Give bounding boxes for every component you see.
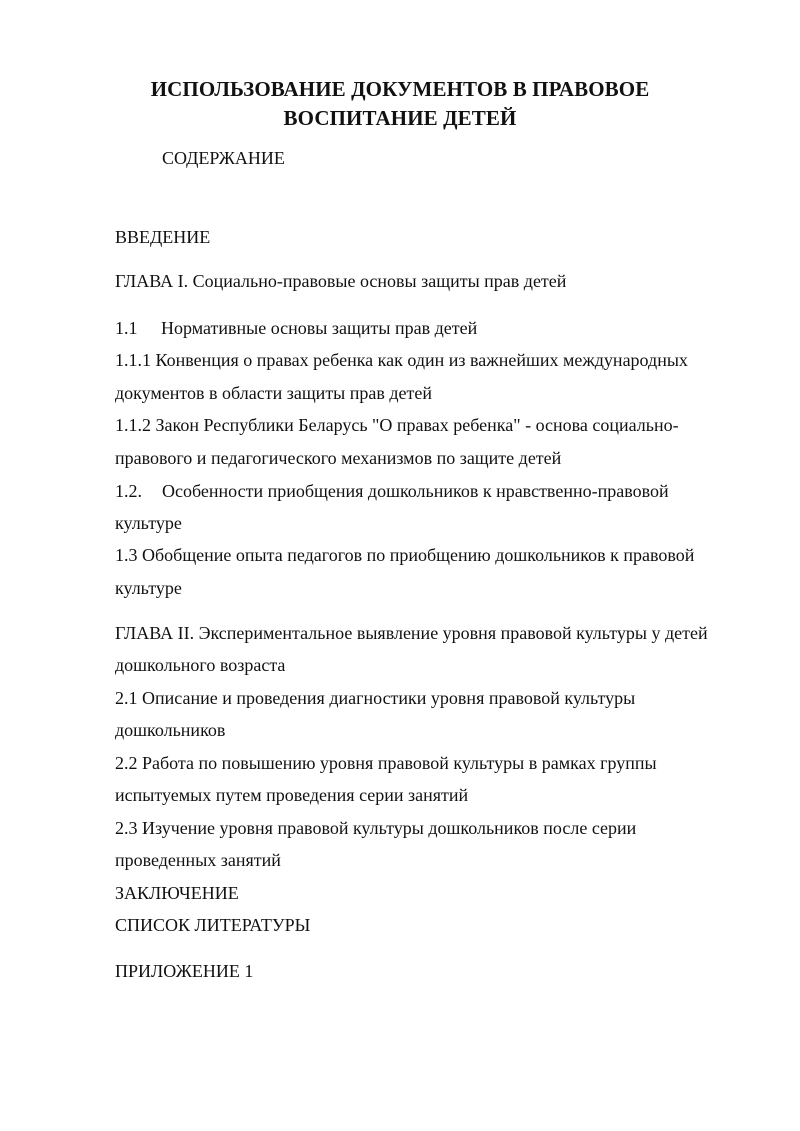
contents-heading: СОДЕРЖАНИЕ [162, 148, 285, 168]
toc-references: СПИСОК ЛИТЕРАТУРЫ [115, 915, 311, 935]
toc-appendix-1: ПРИЛОЖЕНИЕ 1 [115, 961, 254, 981]
toc-section-1-1-title: Нормативные основы защиты прав детей [161, 318, 478, 338]
toc-section-1-1-2-line-2: правового и педагогического механизмов по защите детей [115, 448, 562, 468]
document-title-line-2: ВОСПИТАНИЕ ДЕТЕЙ [283, 106, 517, 130]
toc-section-1-3-line-2: культуре [115, 578, 182, 598]
toc-chapter-2-line-1: ГЛАВА II. Экспериментальное выявление уровня правовой культуры у детей [115, 623, 708, 643]
toc-conclusion: ЗАКЛЮЧЕНИЕ [115, 883, 239, 903]
toc-chapter-1: ГЛАВА I. Социально-правовые основы защиты прав детей [115, 271, 567, 291]
toc-section-1-1 [115, 316, 477, 340]
toc-section-2-1-line-1: 2.1 Описание и проведения диагностики уровня правовой культуры [115, 688, 636, 708]
document-title-line-1: ИСПОЛЬЗОВАНИЕ ДОКУМЕНТОВ В ПРАВОВОЕ [150, 77, 650, 101]
toc-section-2-2-line-1: 2.2 Работа по повышению уровня правовой культуры в рамках группы [115, 753, 657, 773]
toc-section-1-1-1-line-1: 1.1.1 Конвенция о правах ребенка как один из важнейших международных [115, 350, 688, 370]
toc-section-1-3-line-1: 1.3 Обобщение опыта педагогов по приобщению дошкольников к правовой [115, 545, 695, 565]
toc-section-2-3-line-2: проведенных занятий [115, 850, 281, 870]
toc-section-1-2 [115, 479, 669, 503]
toc-section-1-2-title: Особенности приобщения дошкольников к нравственно-правовой [162, 481, 669, 501]
toc-section-2-1-line-2: дошкольников [115, 720, 226, 740]
toc-section-1-1-number: 1.1 [115, 318, 138, 338]
toc-section-1-1-2-line-1: 1.1.2 Закон Республики Беларусь "О правах ребенка" - основа социально- [115, 415, 679, 435]
toc-chapter-2-line-2: дошкольного возраста [115, 655, 286, 675]
toc-intro: ВВЕДЕНИЕ [115, 227, 211, 247]
toc-section-2-3-line-1: 2.3 Изучение уровня правовой культуры дошкольников после серии [115, 818, 637, 838]
toc-section-1-1-1-line-2: документов в области защиты прав детей [115, 383, 433, 403]
toc-section-1-2-line-2: культуре [115, 513, 182, 533]
toc-section-1-2-number: 1.2. [115, 481, 142, 501]
toc-section-2-2-line-2: испытуемых путем проведения серии занятий [115, 785, 469, 805]
